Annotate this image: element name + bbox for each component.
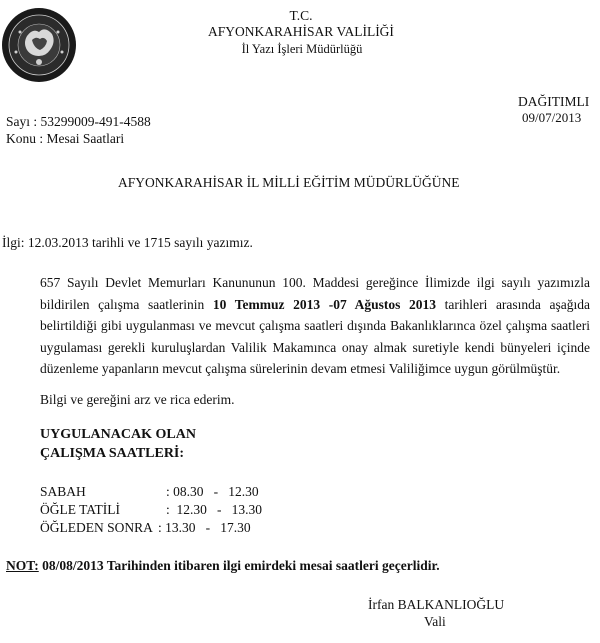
signatory-name: İrfan BALKANLIOĞLU: [368, 597, 505, 612]
schedule-row-value: : 12.30 - 13.30: [166, 502, 262, 517]
signatory-title: Vali: [424, 614, 446, 629]
note-label: NOT:: [6, 558, 39, 573]
distribution-label: DAĞITIMLI: [518, 94, 590, 109]
schedule-row: [40, 484, 259, 500]
body-date-range: 10 Temmuz 2013 -07 Ağustos 2013: [212, 296, 436, 312]
schedule-row: [40, 502, 262, 518]
note-line: [6, 558, 440, 574]
schedule-row-label: ÖĞLE TATİLİ: [40, 502, 121, 517]
body-text-part2: tarihleri arasında aşağıda belirtildiği gibi uygulanması ve mevcut çalışma saatleri dışında Bakanlıklarınca özel çalışma saatleri uygulaması gerekli kuruluşlardan Valilik Makamınca onay almak suretiyle kendi bünyeleri içinde düzenleme yapanların mevcut çalışma sürelerinin devam etmesi Valiliğimce uygun görülmüştür.: [40, 296, 591, 377]
schedule-heading-1: UYGULANACAK OLAN: [40, 427, 196, 442]
header-tc: T.C.: [289, 8, 313, 23]
schedule-row: [40, 520, 251, 536]
header-mudurluk: İl Yazı İşleri Müdürlüğü: [241, 42, 363, 56]
header-valilik: AFYONKARAHİSAR VALİLİĞİ: [208, 24, 394, 39]
document-date: 09/07/2013: [522, 110, 582, 125]
document-number: Sayı : 53299009-491-4588: [6, 114, 151, 129]
schedule-row-value: : 08.30 - 12.30: [166, 484, 259, 499]
body-paragraph: [40, 272, 590, 380]
recipient: AFYONKARAHİSAR İL MİLLİ EĞİTİM MÜDÜRLÜĞÜNE: [118, 175, 460, 190]
schedule-row-value: : 13.30 - 17.30: [158, 520, 251, 535]
document-subject: Konu : Mesai Saatlari: [6, 131, 125, 146]
schedule-heading-2: ÇALIŞMA SAATLERİ:: [40, 446, 185, 461]
note-text: 08/08/2013 Tarihinden itibaren ilgi emirdeki mesai saatleri geçerlidir.: [38, 558, 440, 573]
reference-line: İlgi: 12.03.2013 tarihli ve 1715 sayılı yazımız.: [2, 235, 253, 250]
governorship-seal-logo: [0, 6, 78, 84]
schedule-row-label: ÖĞLEDEN SONRA: [40, 520, 153, 535]
schedule-row-label: SABAH: [40, 484, 86, 499]
body-text-part1: 657 Sayılı Devlet Memurları Kanununun 100. Maddesi gereğince İlimizde ilgi sayılı yazımızla bildirilen çalışma saatlerinin: [40, 275, 590, 312]
closing-line: Bilgi ve gereğini arz ve rica ederim.: [40, 392, 235, 407]
